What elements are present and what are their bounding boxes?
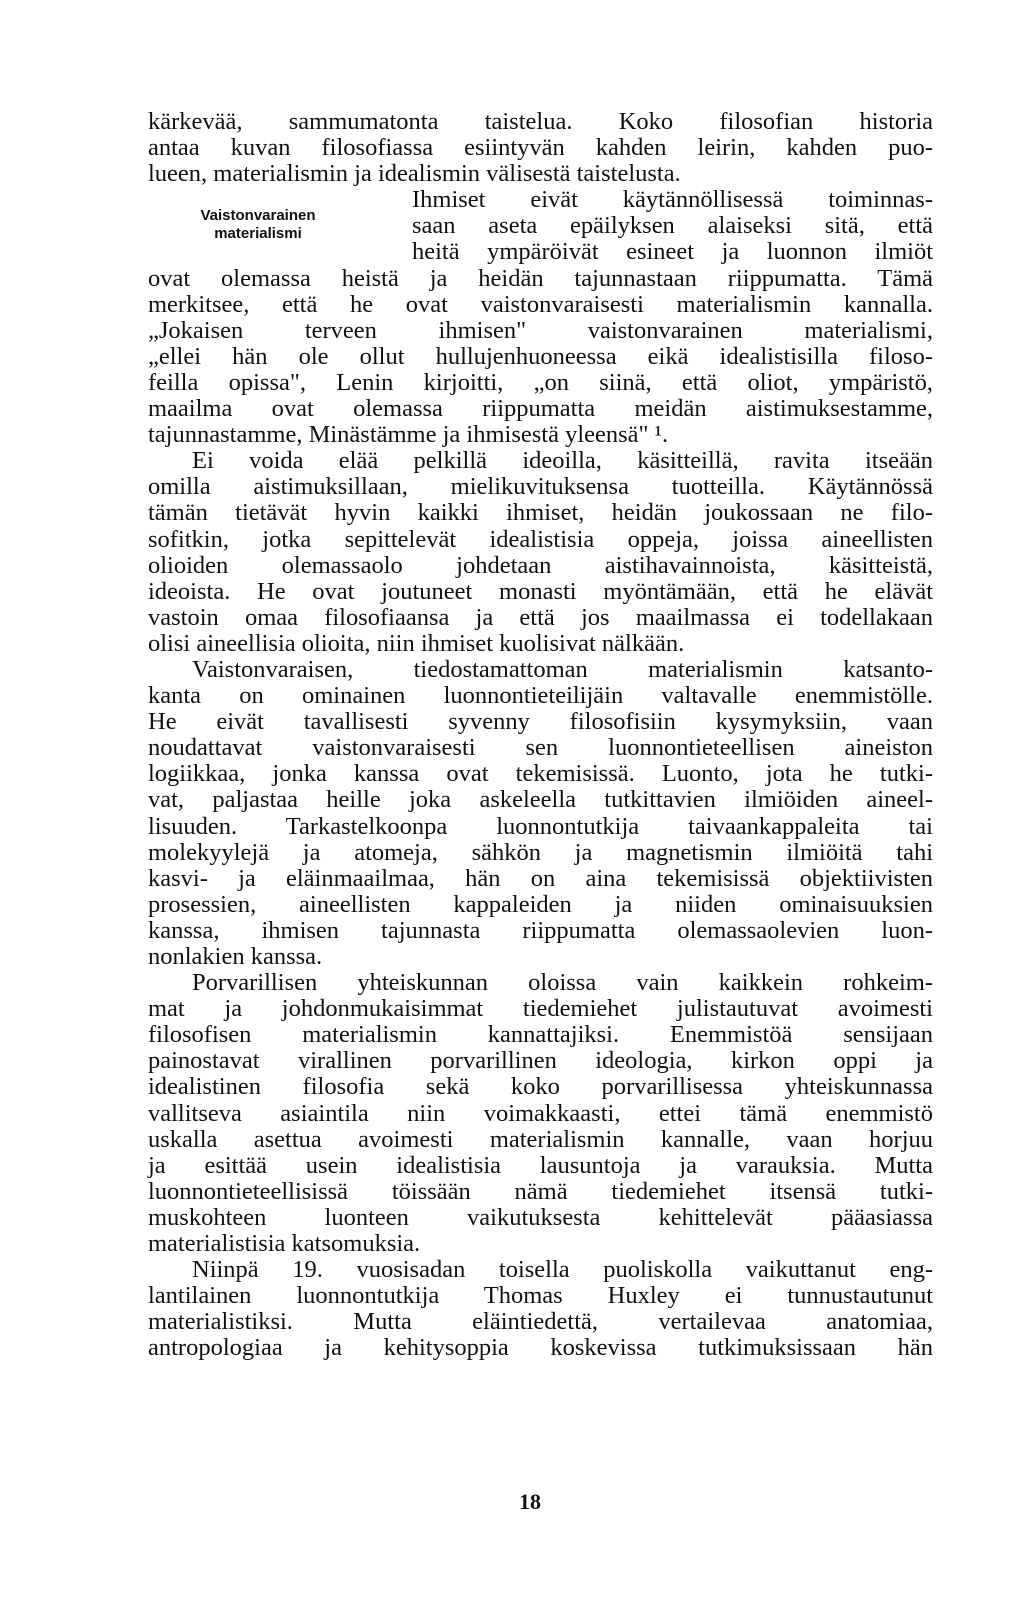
margin-note-line: materialismi [214, 225, 302, 242]
text-line: ideoista. He ovat joutuneet monasti myöntämään, että he elävät [148, 577, 933, 605]
text-line: „ellei hän ole ollut hullujenhuoneessa eikä idealistisilla filoso- [148, 342, 933, 370]
text-line: tajunnastamme, Minästämme ja ihmisestä yleensä" ¹. [148, 421, 669, 449]
text-line: Niinpä 19. vuosisadan toisella puoliskolla vaikuttanut eng- [192, 1256, 933, 1284]
text-line: tämän tietävät hyvin kaikki ihmiset, heidän joukossaan ne filo- [148, 499, 933, 527]
text-line: ovat olemassa heistä ja heidän tajunnastaan riippumatta. Tämä [148, 264, 933, 292]
page-number: 18 [519, 1489, 541, 1514]
text-line: He eivät tavallisesti syvenny filosofisiin kysymyksiin, vaan [148, 708, 933, 736]
text-line: materialistisia katsomuksia. [148, 1230, 421, 1258]
paragraph [148, 657, 933, 970]
text-line: lisuuden. Tarkastelkoonpa luonnontutkija taivaankappaleita tai [148, 812, 933, 840]
text-line: uskalla asettua avoimesti materialismin kannalle, vaan horjuu [148, 1125, 933, 1153]
text-line: lueen, materialismin ja idealismin välisestä taistelusta. [148, 160, 681, 188]
text-line: ja esittää usein idealistisia lausuntoja ja varauksia. Mutta [148, 1151, 933, 1179]
text-line: Porvarillisen yhteiskunnan oloissa vain kaikkein rohkeim- [192, 969, 933, 997]
text-line: molekyylejä ja atomeja, sähkön ja magnetismin ilmiöitä tahi [148, 838, 933, 866]
text-line: luonnontieteellisissä töissään nämä tiedemiehet itsensä tutki- [148, 1177, 933, 1205]
text-line: sofitkin, jotka sepittelevät idealistisia oppeja, joissa aineellisten [148, 525, 933, 553]
text-line: omilla aistimuksillaan, mielikuvituksensa tuotteilla. Käytännössä [148, 473, 933, 501]
text-line: kanta on ominainen luonnontieteilijäin valtavalle enemmistölle. [148, 682, 933, 710]
text-line: idealistinen filosofia sekä koko porvarillisessa yhteiskunnassa [148, 1073, 933, 1101]
text-line: vallitseva asiaintila niin voimakkaasti, ettei tämä enemmistö [148, 1099, 933, 1127]
text-line: feilla opissa", Lenin kirjoitti, „on siinä, että oliot, ympäristö, [148, 368, 933, 396]
text-line: vat, paljastaa heille joka askeleella tutkittavien ilmiöiden aineel- [148, 786, 933, 814]
text-line: Ei voida elää pelkillä ideoilla, käsitteillä, ravita itseään [192, 447, 933, 475]
text-line: mat ja johdonmukaisimmat tiedemiehet julistautuvat avoimesti [148, 995, 933, 1023]
body-text [148, 109, 933, 1362]
text-line: heitä ympäröivät esineet ja luonnon ilmiöt [412, 238, 933, 266]
text-line: kärkevää, sammumatonta taistelua. Koko filosofian historia [148, 108, 933, 135]
paragraph [148, 187, 933, 448]
paragraph [148, 970, 933, 1257]
text-line: lantilainen luonnontutkija Thomas Huxley ei tunnustautunut [148, 1282, 933, 1310]
text-line: Ihmiset eivät käytännöllisessä toiminnas- [412, 186, 933, 214]
text-line: prosessien, aineellisten kappaleiden ja niiden ominaisuuksien [148, 890, 933, 918]
text-line: kasvi- ja eläinmaailmaa, hän on aina tekemisissä objektiivisten [148, 864, 933, 892]
text-line: vastoin omaa filosofiaansa ja että jos maailmassa ei todellakaan [148, 603, 933, 631]
text-line: „Jokaisen terveen ihmisen" vaistonvarainen materialismi, [148, 316, 933, 344]
text-line: logiikkaa, jonka kanssa ovat tekemisissä. Luonto, jota he tutki- [148, 760, 933, 788]
text-line: olioiden olemassaolo johdetaan aistihavainnoista, käsitteistä, [148, 551, 933, 579]
text-line: merkitsee, että he ovat vaistonvaraisesti materialismin kannalla. [148, 290, 933, 318]
text-line: olisi aineellisia olioita, niin ihmiset kuolisivat nälkään. [148, 629, 685, 657]
text-line: Vaistonvaraisen, tiedostamattoman materialismin katsanto- [192, 655, 933, 683]
text-line: filosofisen materialismin kannattajiksi. Enemmistöä sensijaan [148, 1021, 933, 1049]
paragraph [148, 109, 933, 187]
text-line: maailma ovat olemassa riippumatta meidän aistimuksestamme, [148, 395, 933, 423]
text-line: muskohteen luonteen vaikutuksesta kehittelevät pääasiassa [148, 1203, 933, 1231]
paragraph [148, 448, 933, 657]
text-line: nonlakien kanssa. [148, 943, 323, 970]
text-line: noudattavat vaistonvaraisesti sen luonnontieteellisen aineiston [148, 734, 933, 762]
paragraph [148, 1257, 933, 1361]
margin-note-line: Vaistonvarainen [200, 207, 316, 224]
text-line: materialistiksi. Mutta eläintiedettä, vertailevaa anatomiaa, [148, 1308, 933, 1336]
text-line: saan aseta epäilyksen alaiseksi sitä, että [412, 212, 933, 240]
text-line: kanssa, ihmisen tajunnasta riippumatta olemassaolevien luon- [148, 916, 933, 944]
text-line: antropologiaa ja kehitysoppia koskevissa tutkimuksissaan hän [148, 1334, 933, 1362]
text-line: painostavat virallinen porvarillinen ideologia, kirkon oppi ja [148, 1047, 933, 1075]
text-line: antaa kuvan filosofiassa esiintyvän kahden leirin, kahden puo- [148, 134, 933, 162]
